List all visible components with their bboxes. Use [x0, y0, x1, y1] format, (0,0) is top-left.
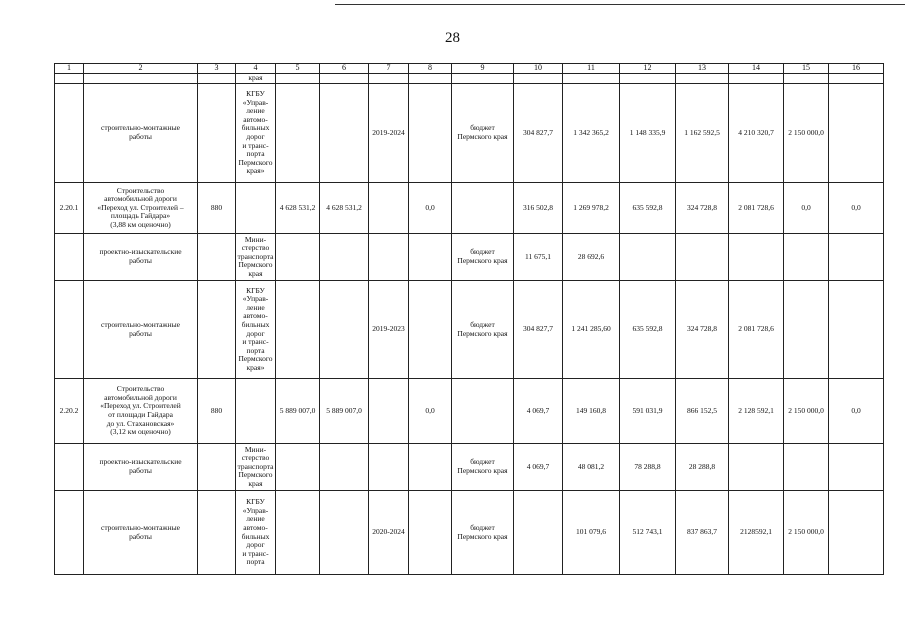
page-number: 28: [445, 30, 460, 46]
table-cell-col10: 304 827,7: [514, 281, 563, 379]
table-cell-col2: строительно-монтажные работы: [84, 84, 198, 183]
table-cell-col4: КГБУ «Управ- ление автомо- бильных дорог и транс- порта Пермского края»: [236, 281, 276, 379]
table-cell-col14: [729, 234, 784, 281]
table-cell-col7: [369, 234, 409, 281]
table-cell-col4: Мини- стерство транспорта Пермского края: [236, 234, 276, 281]
table-cell-col3: 880: [198, 379, 236, 444]
table-cell-col7: [369, 444, 409, 491]
table-cell-col1: [55, 491, 84, 575]
col-number: 5: [276, 64, 320, 74]
table-cell-col14: 2 081 728,6: [729, 183, 784, 234]
table-cell: края: [236, 74, 276, 84]
col-number: 2: [84, 64, 198, 74]
table-cell-col1: [55, 234, 84, 281]
table-cell-col14: 2 128 592,1: [729, 379, 784, 444]
table-cell-col12: [620, 234, 676, 281]
table-cell-col4: Мини- стерство транспорта Пермского края: [236, 444, 276, 491]
table-cell: [409, 74, 452, 84]
table-cell-col15: 0,0: [784, 183, 829, 234]
table-cell-col13: [676, 234, 729, 281]
table-cell-col7: 2020-2024: [369, 491, 409, 575]
table-cell-col9: бюджет Пермского края: [452, 84, 514, 183]
table-cell-col5: [276, 84, 320, 183]
table-cell-col4: [236, 183, 276, 234]
table-cell-col3: [198, 491, 236, 575]
table-cell-col11: 1 269 978,2: [563, 183, 620, 234]
table-cell-col7: [369, 183, 409, 234]
col-number: 7: [369, 64, 409, 74]
table-cell-col16: [829, 491, 884, 575]
table-cell: [452, 74, 514, 84]
table-cell-col8: 0,0: [409, 183, 452, 234]
col-number: 3: [198, 64, 236, 74]
table-cell-col3: 880: [198, 183, 236, 234]
table-cell-col13: 837 863,7: [676, 491, 729, 575]
table-cell-col5: [276, 491, 320, 575]
table-cell-col10: [514, 491, 563, 575]
table-cell-col6: [320, 491, 369, 575]
col-number: 13: [676, 64, 729, 74]
table-cell-col10: 4 069,7: [514, 379, 563, 444]
col-number: 6: [320, 64, 369, 74]
table-cell-col3: [198, 84, 236, 183]
table-cell-col1: [55, 84, 84, 183]
table-cell-col15: [784, 444, 829, 491]
table-cell: [55, 74, 84, 84]
table-cell-col9: бюджет Пермского края: [452, 491, 514, 575]
col-number: 15: [784, 64, 829, 74]
table-cell-col6: [320, 444, 369, 491]
table-cell-col7: 2019-2023: [369, 281, 409, 379]
table-cell-col1: [55, 281, 84, 379]
table-cell-col9: [452, 379, 514, 444]
table-cell-col14: 2128592,1: [729, 491, 784, 575]
table-cell-col9: бюджет Пермского края: [452, 234, 514, 281]
table-row: [55, 444, 884, 491]
table-cell-col3: [198, 444, 236, 491]
table-cell-col4: [236, 379, 276, 444]
col-number: 12: [620, 64, 676, 74]
continuation-row: [55, 74, 884, 84]
table-cell-col2: Строительство автомобильной дороги «Переход ул. Строителей – площадь Гайдара» (3,88 км оценочно): [84, 183, 198, 234]
table-cell-col15: 2 150 000,0: [784, 491, 829, 575]
table-cell-col12: 591 031,9: [620, 379, 676, 444]
table-cell-col16: 0,0: [829, 379, 884, 444]
table-cell-col11: 1 342 365,2: [563, 84, 620, 183]
budget-table: [54, 63, 884, 575]
table-cell: [676, 74, 729, 84]
table-cell-col6: [320, 234, 369, 281]
table-cell-col10: 304 827,7: [514, 84, 563, 183]
column-number-row: [55, 64, 884, 74]
table-cell-col1: [55, 444, 84, 491]
table-cell-col11: 101 079,6: [563, 491, 620, 575]
table-cell: [729, 74, 784, 84]
top-rule: [335, 4, 905, 5]
table-cell-col12: 635 592,8: [620, 281, 676, 379]
table-cell-col7: 2019-2024: [369, 84, 409, 183]
table-cell-col8: [409, 281, 452, 379]
table-cell: [514, 74, 563, 84]
table-cell-col13: 324 728,8: [676, 281, 729, 379]
table-row: [55, 491, 884, 575]
table-cell-col10: 11 675,1: [514, 234, 563, 281]
table-cell-col4: КГБУ «Управ- ление автомо- бильных дорог и транс- порта Пермского края»: [236, 84, 276, 183]
col-number: 9: [452, 64, 514, 74]
table-cell-col5: [276, 234, 320, 281]
table-cell: [198, 74, 236, 84]
col-number: 4: [236, 64, 276, 74]
table-cell-col16: [829, 84, 884, 183]
table-cell-col3: [198, 281, 236, 379]
table-cell-col10: 4 069,7: [514, 444, 563, 491]
col-number: 16: [829, 64, 884, 74]
table-cell-col2: строительно-монтажные работы: [84, 281, 198, 379]
table-cell-col6: [320, 84, 369, 183]
table-cell-col14: 4 210 320,7: [729, 84, 784, 183]
table-cell-col9: [452, 183, 514, 234]
table-cell-col13: 324 728,8: [676, 183, 729, 234]
table-row: [55, 84, 884, 183]
table-cell-col9: бюджет Пермского края: [452, 281, 514, 379]
col-number: 8: [409, 64, 452, 74]
table-cell-col16: [829, 281, 884, 379]
table-cell-col14: [729, 444, 784, 491]
table-cell-col15: [784, 234, 829, 281]
col-number: 10: [514, 64, 563, 74]
table-cell-col12: 512 743,1: [620, 491, 676, 575]
table-cell-col1: 2.20.1: [55, 183, 84, 234]
table-cell-col15: [784, 281, 829, 379]
table-cell-col3: [198, 234, 236, 281]
table-cell-col16: [829, 234, 884, 281]
table-cell-col11: 28 692,6: [563, 234, 620, 281]
table-cell-col13: 1 162 592,5: [676, 84, 729, 183]
col-number: 1: [55, 64, 84, 74]
table-cell-col11: 1 241 285,60: [563, 281, 620, 379]
table-cell-col6: [320, 281, 369, 379]
table-cell-col8: [409, 444, 452, 491]
table-row: [55, 379, 884, 444]
table-cell-col7: [369, 379, 409, 444]
table-cell-col6: 4 628 531,2: [320, 183, 369, 234]
table-cell-col11: 149 160,8: [563, 379, 620, 444]
table-cell-col5: 5 889 007,0: [276, 379, 320, 444]
table-cell: [620, 74, 676, 84]
table-cell-col12: 635 592,8: [620, 183, 676, 234]
table-cell-col2: Строительство автомобильной дороги «Переход ул. Строителей от площади Гайдара до ул. Стахановская» (3,12 км оценочно): [84, 379, 198, 444]
table-cell-col2: проектно-изыскательские работы: [84, 234, 198, 281]
table-row: [55, 281, 884, 379]
data-rows: [55, 84, 884, 575]
table-cell-col13: 866 152,5: [676, 379, 729, 444]
table-cell-col2: строительно-монтажные работы: [84, 491, 198, 575]
table-cell: [369, 74, 409, 84]
table-cell-col8: [409, 84, 452, 183]
table-row: [55, 183, 884, 234]
table-cell-col13: 28 288,8: [676, 444, 729, 491]
table-row: [55, 234, 884, 281]
table-cell: [84, 74, 198, 84]
table-cell-col9: бюджет Пермского края: [452, 444, 514, 491]
table-cell-col10: 316 502,8: [514, 183, 563, 234]
table-cell-col4: КГБУ «Управ- ление автомо- бильных дорог и транс- порта: [236, 491, 276, 575]
table-cell-col15: 2 150 000,0: [784, 84, 829, 183]
table-cell: [784, 74, 829, 84]
table-cell-col15: 2 150 000,0: [784, 379, 829, 444]
table-cell-col6: 5 889 007,0: [320, 379, 369, 444]
table-cell-col2: проектно-изыскательские работы: [84, 444, 198, 491]
table-cell-col12: 78 288,8: [620, 444, 676, 491]
table-cell: [563, 74, 620, 84]
table-cell-col12: 1 148 335,9: [620, 84, 676, 183]
table-cell: [276, 74, 320, 84]
table-cell: [320, 74, 369, 84]
table-cell-col5: [276, 444, 320, 491]
table-cell-col16: 0,0: [829, 183, 884, 234]
table-cell-col8: [409, 491, 452, 575]
col-number: 14: [729, 64, 784, 74]
table-cell: [829, 74, 884, 84]
table-cell-col16: [829, 444, 884, 491]
col-number: 11: [563, 64, 620, 74]
table-cell-col11: 48 081,2: [563, 444, 620, 491]
table-cell-col5: [276, 281, 320, 379]
table-cell-col1: 2.20.2: [55, 379, 84, 444]
table-cell-col8: 0,0: [409, 379, 452, 444]
table-cell-col14: 2 081 728,6: [729, 281, 784, 379]
table-cell-col8: [409, 234, 452, 281]
table-cell-col5: 4 628 531,2: [276, 183, 320, 234]
